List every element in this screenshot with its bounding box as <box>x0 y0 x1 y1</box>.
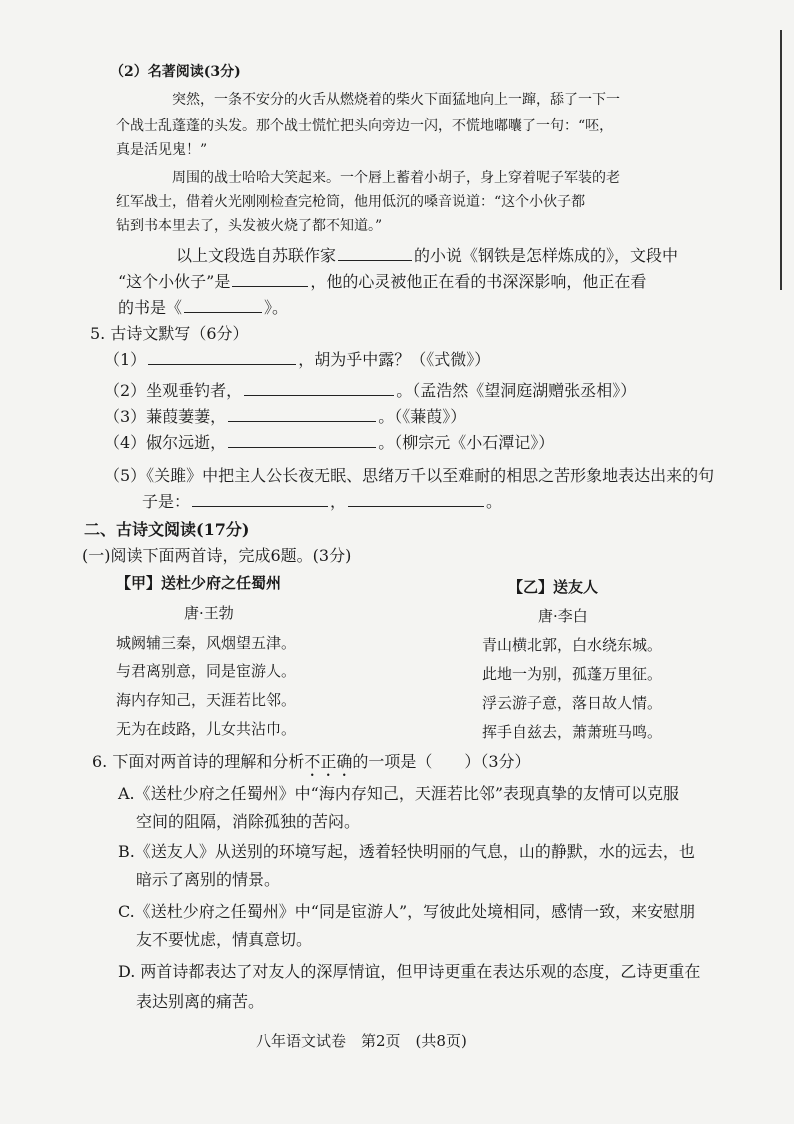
poem-jia-line-2: 与君离别意，同是宦游人。 <box>116 662 297 680</box>
character-blank[interactable] <box>232 272 308 287</box>
poem-jia-line-1: 城阙辅三秦，风烟望五津。 <box>116 634 297 652</box>
q5-blank-5a[interactable] <box>192 492 328 507</box>
poem-yi-line-2: 此地一为别，孤蓬万里征。 <box>482 665 663 683</box>
poem-yi-title: 【乙】送友人 <box>508 578 599 596</box>
section2-heading: 二、古诗文阅读(17分) <box>84 520 250 539</box>
q5-text: ， <box>330 492 347 511</box>
passage-line-1: 突然，一条不安分的火舌从燃烧着的柴火下面猛地向上一蹿，舔了一下一 <box>172 92 620 108</box>
q6-option-a-line-2: 空间的阻隔，消除孤独的苦闷。 <box>136 812 361 831</box>
q-text: “这个小伙子”是 <box>118 272 231 291</box>
q5-src: 。（孟浩然《望洞庭湖赠张丞相》） <box>396 381 637 400</box>
poem-yi-author: 唐·李白 <box>538 607 588 625</box>
q6-option-d-line-2: 表达别离的痛苦。 <box>136 992 265 1011</box>
poem-jia-line-3: 海内存知己，天涯若比邻。 <box>116 691 297 709</box>
q5-text: 。 <box>486 492 503 511</box>
q6-option-b-line-1[interactable]: B.《送友人》从送别的环境写起，透着轻快明丽的气息，山的静默，水的远去，也 <box>118 842 695 861</box>
poem-jia-line-4: 无为在歧路，儿女共沾巾。 <box>116 720 297 738</box>
q6-option-c-line-1[interactable]: C.《送杜少府之任蜀州》中“同是宦游人”，写彼此处境相同，感情一致，来安慰朋 <box>118 902 696 921</box>
mingzhu-question-line-1 <box>176 246 678 265</box>
q6-stem-text: 6. 下面对两首诗的理解和分析 <box>92 752 305 771</box>
poem-jia-title: 【甲】送杜少府之任蜀州 <box>116 574 282 592</box>
book-blank[interactable] <box>184 298 262 313</box>
poem-jia-author: 唐·王勃 <box>184 604 234 622</box>
q5-blank-2[interactable] <box>244 381 394 396</box>
q5-blank-5b[interactable] <box>348 492 484 507</box>
q5-num: （1） <box>104 350 147 369</box>
mingzhu-question-line-3 <box>118 298 288 317</box>
q5-item-2 <box>104 381 636 400</box>
page-footer: 八年语文试卷 第2页 (共8页) <box>256 1032 467 1050</box>
q6-option-a-line-1[interactable]: A.《送杜少府之任蜀州》中“海内存知己，天涯若比邻”表现真挚的友情可以克服 <box>118 784 680 803</box>
q-text: 的小说《钢铁是怎样炼成的》，文段中 <box>414 246 679 265</box>
q5-src: 。（《蒹葭》） <box>378 407 467 426</box>
q6-option-c-line-2: 友不要忧虑，情真意切。 <box>136 930 313 949</box>
q6-stem-text: 的一项是（ ）（3分） <box>352 752 531 771</box>
q5-blank-4[interactable] <box>228 433 376 448</box>
page-edge-line <box>780 30 782 290</box>
poem-yi-line-3: 浮云游子意，落日故人情。 <box>482 694 663 712</box>
q5-text: （3）蒹葭萋萋， <box>104 407 227 426</box>
passage-line-3: 真是活见鬼！” <box>116 142 208 158</box>
q5-text: ，胡为乎中露？（《式微》） <box>298 350 491 369</box>
q-text: 的书是《 <box>118 298 183 317</box>
q6-stem-emphasis: 不正确 <box>304 752 353 771</box>
q5-item-3 <box>104 407 466 426</box>
q5-blank-3[interactable] <box>228 407 376 422</box>
q5-blank-1[interactable] <box>148 350 296 365</box>
q5-item-5-line-1: （5）《关雎》中把主人公长夜无眠、思绪万千以至难耐的相思之苦形象地表达出来的句 <box>104 466 715 485</box>
q5-src: 。（柳宗元《小石潭记》） <box>378 433 555 452</box>
q-text: 》。 <box>264 298 289 317</box>
q5-heading: 5. 古诗文默写（6分） <box>90 324 249 343</box>
poem-yi-line-1: 青山横北郭，白水绕东城。 <box>482 636 663 654</box>
q-text: 以上文段选自苏联作家 <box>176 246 337 265</box>
passage-line-4: 周围的战士哈哈大笑起来。一个唇上蓄着小胡子，身上穿着呢子军装的老 <box>172 170 620 186</box>
q5-item-4 <box>104 433 554 452</box>
q5-text: （2）坐观垂钓者， <box>104 381 243 400</box>
q5-item-5-line-2 <box>142 492 502 511</box>
q-text: ，他的心灵被他正在看的书深深影响，他正在看 <box>310 272 647 291</box>
mingzhu-question-line-2 <box>118 272 646 291</box>
q6-option-d-line-1[interactable]: D. 两首诗都表达了对友人的深厚情谊，但甲诗更重在表达乐观的态度，乙诗更重在 <box>118 962 701 981</box>
q6-stem <box>92 752 531 780</box>
author-blank[interactable] <box>338 246 412 261</box>
q5-item-1 <box>104 350 490 369</box>
q6-option-b-line-2: 暗示了离别的情景。 <box>136 870 281 889</box>
section2-sub: (一)阅读下面两首诗，完成6题。(3分) <box>82 546 352 565</box>
passage-line-2: 个战士乱蓬蓬的头发。那个战士慌忙把头向旁边一闪，不慌地嘟囔了一句：“呸， <box>116 118 614 134</box>
poem-yi-line-4: 挥手自兹去，萧萧班马鸣。 <box>482 723 663 741</box>
q5-text: 子是： <box>142 492 191 511</box>
passage-line-6: 钻到书本里去了，头发被火烧了都不知道。” <box>116 218 383 234</box>
mingzhu-heading: （2）名著阅读(3分) <box>110 64 241 80</box>
q5-text: （4）俶尔远逝， <box>104 433 227 452</box>
passage-line-5: 红军战士，借着火光刚刚检查完枪筒，他用低沉的嗓音说道：“这个小伙子都 <box>116 194 586 210</box>
